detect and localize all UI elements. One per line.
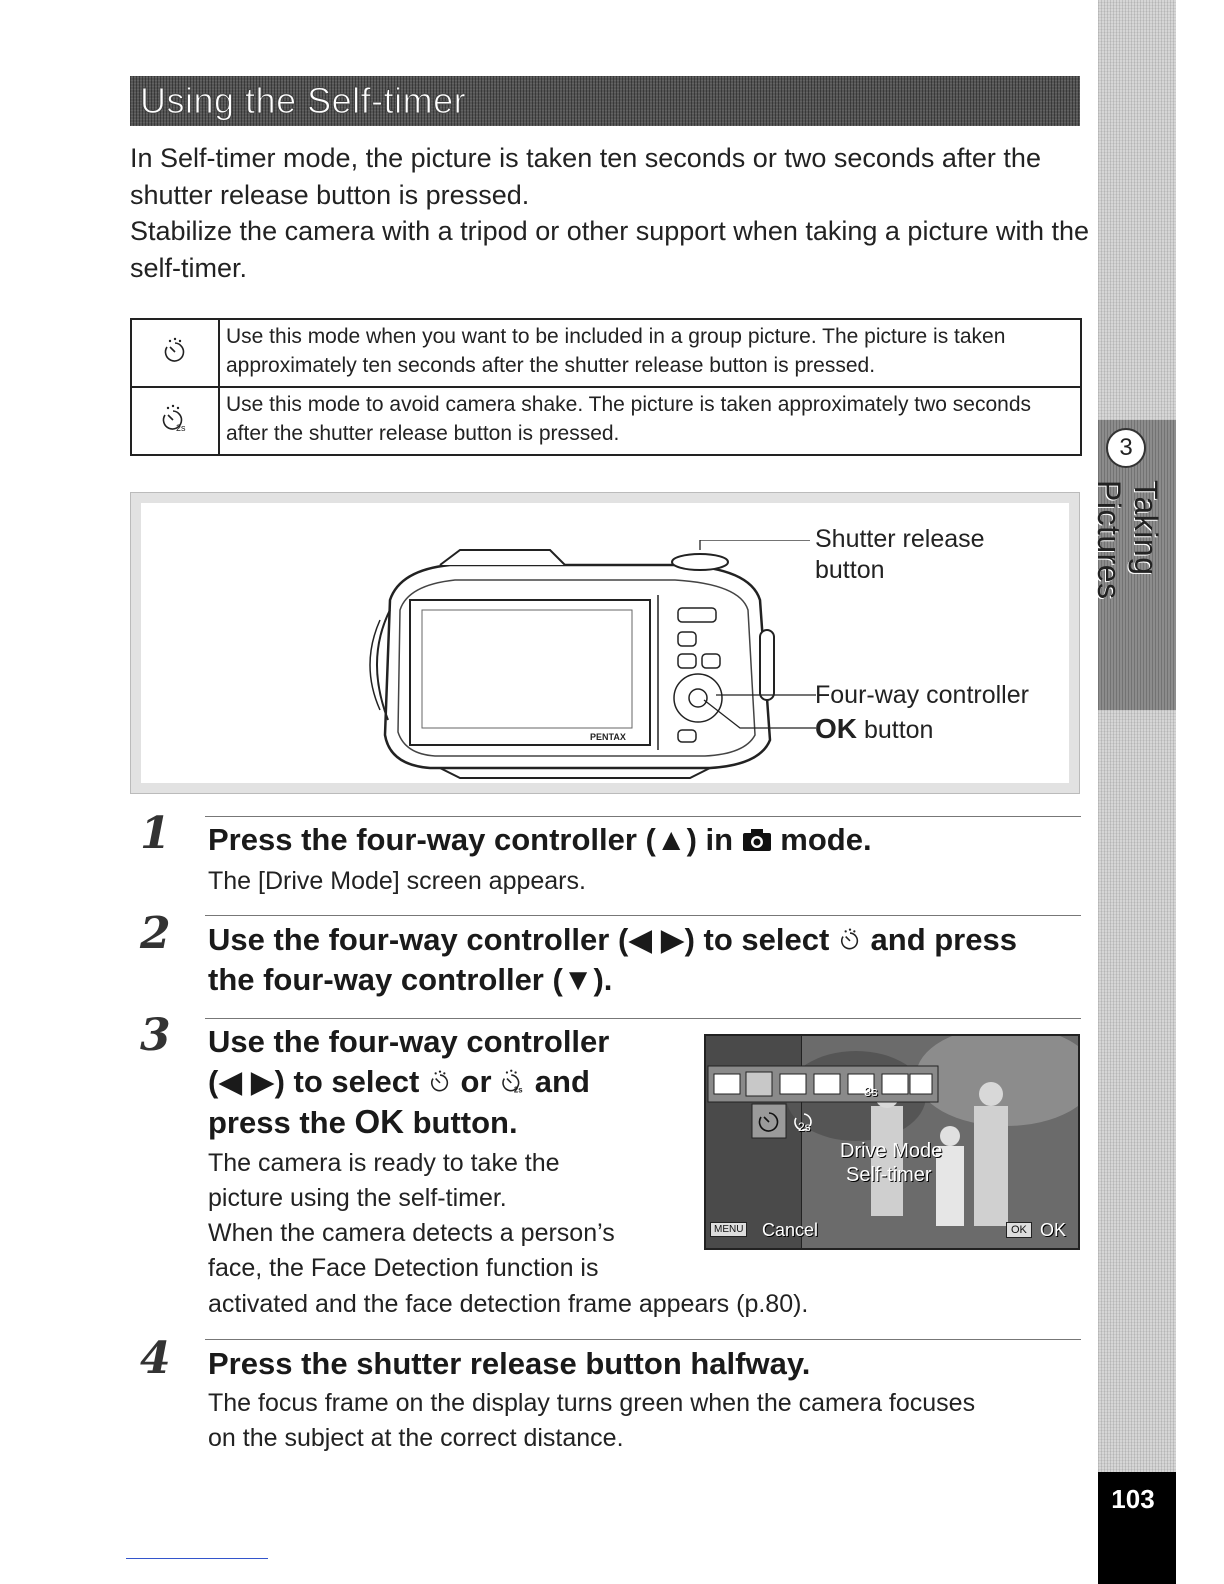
step-1-body: The [Drive Mode] screen appears. bbox=[208, 867, 586, 895]
step-2-heading-b: and press bbox=[861, 922, 1017, 957]
callout-shutter-release bbox=[815, 524, 985, 586]
step-1-heading-a: Press the four-way controller (▲) in bbox=[208, 822, 742, 857]
step-3-heading-line3a: press the bbox=[208, 1105, 355, 1140]
intro-text bbox=[130, 140, 1090, 286]
step-3-body-line: The camera is ready to take the bbox=[208, 1149, 560, 1177]
step-3-body bbox=[208, 1146, 698, 1286]
drive-mode-label: Drive Mode bbox=[840, 1140, 943, 1162]
self-timer-10s-description: Use this mode when you want to be included in a group picture. The picture is taken approximately ten seconds after the shutter release button is pressed. bbox=[219, 319, 1081, 387]
callout-ok-bold: OK bbox=[815, 713, 857, 744]
svg-text:2s: 2s bbox=[514, 1085, 523, 1095]
chapter-title: Taking Pictures bbox=[1091, 480, 1164, 600]
self-timer-2s-icon-cell bbox=[131, 387, 219, 455]
step-4-body bbox=[208, 1386, 1088, 1456]
self-timer-icon-cell bbox=[131, 319, 219, 387]
step-4-body-line: The focus frame on the display turns green when the camera focuses bbox=[208, 1389, 976, 1417]
ok-button bbox=[689, 689, 707, 707]
intro-paragraph-1: In Self-timer mode, the picture is taken ten seconds or two seconds after the shutter release button is pressed. bbox=[130, 143, 1041, 210]
callout-ok-button bbox=[815, 713, 933, 746]
step-number-1: 1 bbox=[140, 808, 171, 859]
step-3-heading-line2b: or bbox=[451, 1064, 501, 1099]
step-3-heading-line3b: button. bbox=[403, 1105, 518, 1140]
badge-2s: 2s bbox=[798, 1120, 811, 1134]
step-3-heading bbox=[208, 1022, 698, 1143]
step-number-2: 2 bbox=[140, 908, 171, 959]
page-number: 103 bbox=[1111, 1484, 1155, 1514]
svg-text:2s: 2s bbox=[176, 422, 186, 433]
page-title: Using the Self-timer bbox=[140, 80, 467, 121]
step-3-heading-line2a: (◀ ▶) to select bbox=[208, 1064, 428, 1099]
self-timer-icon bbox=[428, 1069, 452, 1095]
step-divider bbox=[205, 1018, 1081, 1019]
camera-back-drawing bbox=[360, 540, 820, 780]
step-3-ok-label: OK bbox=[354, 1103, 404, 1140]
step-3-body-line: face, the Face Detection function is bbox=[208, 1254, 599, 1282]
step-3-body-full: activated and the face detection frame appears (p.80). bbox=[208, 1290, 809, 1318]
step-2-heading bbox=[208, 920, 1088, 1000]
camera-mode-icon bbox=[742, 828, 772, 852]
callout-four-way-controller: Four-way controller bbox=[815, 681, 1029, 709]
step-2-heading-c: the four-way controller (▼). bbox=[208, 962, 613, 997]
self-timer-label: Self-timer bbox=[846, 1164, 932, 1186]
shutter-release-button bbox=[672, 554, 728, 570]
self-timer-icon bbox=[162, 336, 188, 366]
chapter-side-tab bbox=[1091, 0, 1176, 1584]
badge-3s: 3s bbox=[864, 1084, 878, 1099]
menu-key[interactable]: MENU bbox=[710, 1222, 747, 1237]
step-divider bbox=[205, 915, 1081, 916]
step-divider bbox=[205, 1339, 1081, 1340]
ok-label[interactable]: OK bbox=[1040, 1220, 1067, 1240]
chapter-number: 3 bbox=[1106, 428, 1146, 468]
step-4-body-line: on the subject at the correct distance. bbox=[208, 1424, 624, 1452]
self-timer-2s-description: Use this mode to avoid camera shake. The picture is taken approximately two seconds after the shutter release button is pressed. bbox=[219, 387, 1081, 455]
step-number-4: 4 bbox=[140, 1333, 171, 1384]
step-3-heading-line1: Use the four-way controller bbox=[208, 1024, 610, 1059]
step-3-body-line: When the camera detects a person’s bbox=[208, 1219, 615, 1247]
table-row bbox=[131, 387, 1081, 455]
step-1-heading-b: mode. bbox=[771, 822, 872, 857]
cancel-label[interactable]: Cancel bbox=[762, 1220, 819, 1240]
step-3-body-line: picture using the self-timer. bbox=[208, 1184, 507, 1212]
footer-rule bbox=[126, 1558, 268, 1559]
callout-shutter-line2: button bbox=[815, 556, 885, 584]
camera-lcd-outline bbox=[410, 600, 650, 745]
brand-label: PENTAX bbox=[590, 732, 626, 742]
self-timer-2s-icon bbox=[500, 1068, 526, 1096]
step-2-heading-a: Use the four-way controller (◀ ▶) to select bbox=[208, 922, 838, 957]
drive-mode-screen bbox=[704, 1034, 1080, 1250]
step-3-heading-line2c: and bbox=[526, 1064, 590, 1099]
step-divider bbox=[205, 816, 1081, 817]
callout-ok-rest: button bbox=[857, 716, 934, 744]
ok-key[interactable]: OK bbox=[1006, 1222, 1032, 1238]
self-timer-icon bbox=[838, 927, 862, 953]
step-number-3: 3 bbox=[140, 1010, 171, 1061]
self-timer-mode-table bbox=[130, 318, 1082, 456]
step-4-heading: Press the shutter release button halfway. bbox=[208, 1346, 811, 1381]
table-row bbox=[131, 319, 1081, 387]
self-timer-2s-icon bbox=[160, 403, 190, 435]
step-1-heading bbox=[208, 820, 872, 860]
callout-shutter-line1: Shutter release bbox=[815, 525, 985, 553]
intro-paragraph-2: Stabilize the camera with a tripod or other support when taking a picture with the self-timer. bbox=[130, 216, 1090, 283]
